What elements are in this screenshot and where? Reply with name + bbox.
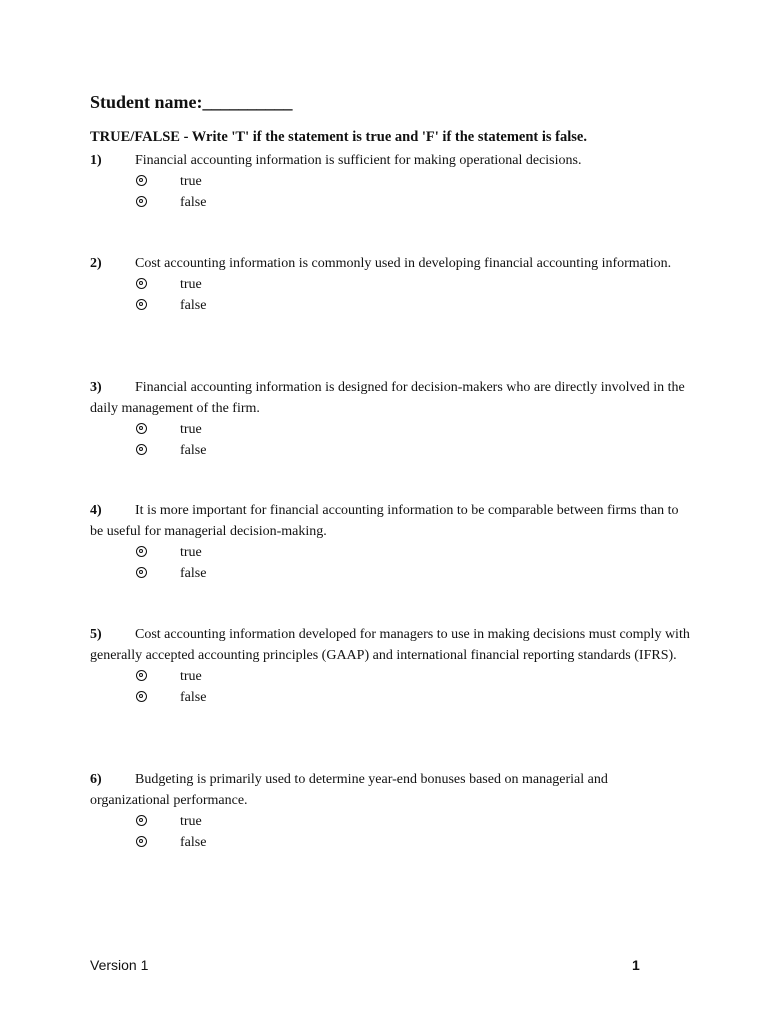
option-label: true (180, 669, 202, 684)
option-true[interactable] (90, 274, 690, 295)
radio-icon[interactable] (136, 299, 147, 310)
option-false[interactable] (90, 832, 690, 853)
option-false[interactable] (90, 563, 690, 584)
option-true[interactable] (90, 419, 690, 440)
option-false[interactable] (90, 440, 690, 461)
radio-icon[interactable] (136, 670, 147, 681)
question-3 (90, 377, 690, 461)
option-label: false (180, 298, 207, 313)
question-text: Financial accounting information is designed for decision-makers who are directly involved in the daily management of the firm. (90, 380, 685, 416)
radio-icon[interactable] (136, 815, 147, 826)
footer-page-number: 1 (632, 957, 640, 973)
question-text: Cost accounting information developed for managers to use in making decisions must comply with generally accepted accounting principles (GAAP) and international financial reporting standards (IFRS). (90, 627, 690, 663)
option-label: true (180, 422, 202, 437)
option-label: true (180, 814, 202, 829)
option-true[interactable] (90, 811, 690, 832)
radio-icon[interactable] (136, 836, 147, 847)
radio-icon[interactable] (136, 691, 147, 702)
radio-icon[interactable] (136, 196, 147, 207)
option-true[interactable] (90, 171, 690, 192)
question-number: 1) (90, 153, 102, 168)
radio-icon[interactable] (136, 444, 147, 455)
question-4 (90, 500, 690, 584)
question-text: Cost accounting information is commonly used in developing financial accounting information. (135, 256, 672, 271)
option-label: false (180, 690, 207, 705)
question-number: 4) (90, 503, 102, 518)
option-label: true (180, 174, 202, 189)
question-6 (90, 769, 690, 853)
radio-icon[interactable] (136, 567, 147, 578)
radio-icon[interactable] (136, 175, 147, 186)
question-number: 2) (90, 256, 102, 271)
radio-icon[interactable] (136, 423, 147, 434)
radio-icon[interactable] (136, 278, 147, 289)
option-false[interactable] (90, 192, 690, 213)
question-number: 6) (90, 772, 102, 787)
option-label: false (180, 835, 207, 850)
question-text: Budgeting is primarily used to determine year-end bonuses based on managerial and organizational performance. (90, 772, 608, 808)
question-1 (90, 150, 690, 213)
question-2 (90, 253, 690, 316)
option-true[interactable] (90, 666, 690, 687)
option-label: false (180, 443, 207, 458)
question-text: Financial accounting information is sufficient for making operational decisions. (135, 153, 582, 168)
option-label: false (180, 566, 207, 581)
option-label: true (180, 277, 202, 292)
question-text: It is more important for financial accounting information to be comparable between firms than to be useful for managerial decision-making. (90, 503, 679, 539)
option-true[interactable] (90, 542, 690, 563)
instructions: TRUE/FALSE - Write 'T' if the statement is true and 'F' if the statement is false. (90, 129, 587, 145)
question-5 (90, 624, 690, 708)
option-false[interactable] (90, 295, 690, 316)
student-name-field: Student name:__________ (90, 92, 293, 112)
footer-version: Version 1 (90, 957, 149, 973)
option-label: true (180, 545, 202, 560)
option-label: false (180, 195, 207, 210)
option-false[interactable] (90, 687, 690, 708)
question-number: 3) (90, 380, 102, 395)
question-number: 5) (90, 627, 102, 642)
radio-icon[interactable] (136, 546, 147, 557)
